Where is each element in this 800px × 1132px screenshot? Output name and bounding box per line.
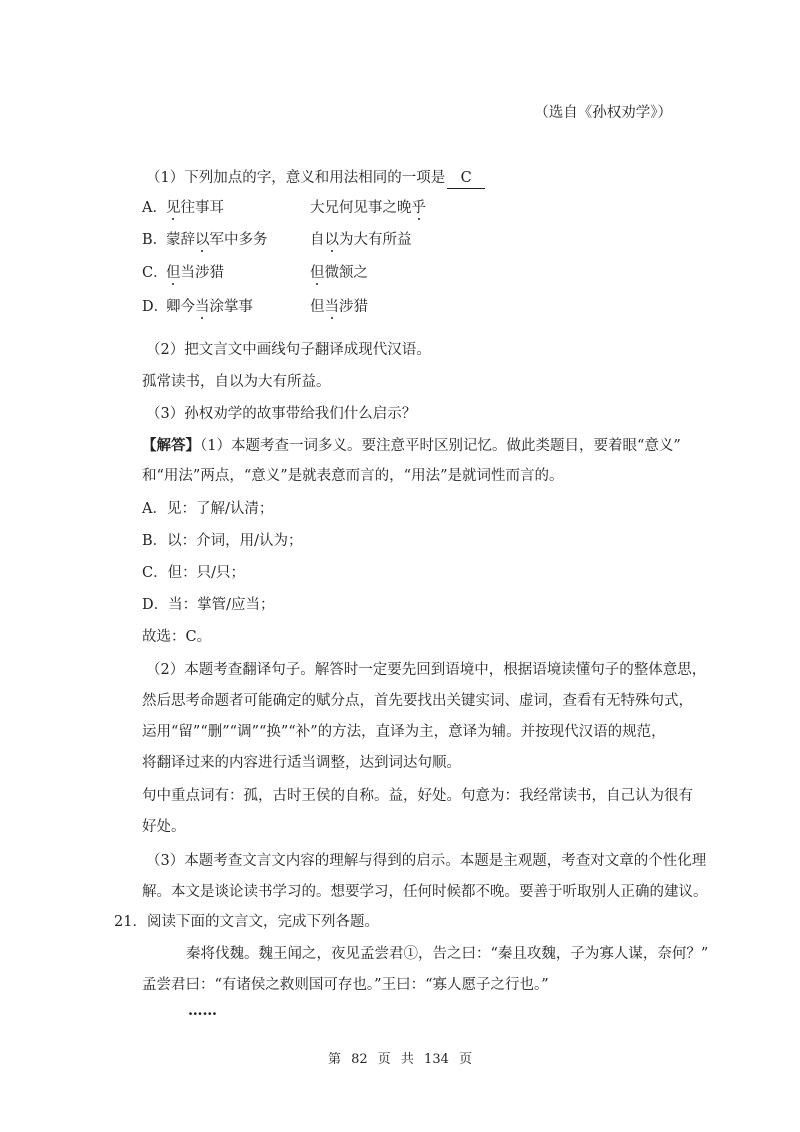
text-part: 涉猎 bbox=[339, 299, 368, 315]
analysis-p2-line-1: （2）本题考查翻译句子。解答时一定要先回到语境中，根据语境读懂句子的整体意思， bbox=[146, 662, 707, 678]
analysis-line-1 bbox=[142, 436, 681, 456]
question-1 bbox=[146, 168, 485, 189]
text-part: 但 bbox=[310, 299, 325, 315]
dotted-char: 当 bbox=[324, 299, 339, 315]
dotted-char: 当 bbox=[195, 299, 210, 315]
text-part: 蒙辞 bbox=[166, 232, 195, 248]
option-letter: A． bbox=[142, 200, 167, 216]
option-left-text bbox=[166, 297, 253, 317]
analysis-c: C．但：只/只； bbox=[142, 565, 245, 581]
source-citation: （选自《孙权劝学》） bbox=[534, 105, 672, 121]
passage-line-1: 秦将伐魏。魏王闻之，夜见孟尝君①，告之曰：“秦且攻魏，子为寡人谋，奈何？” bbox=[186, 946, 709, 962]
text-part: 涂掌事 bbox=[209, 299, 253, 315]
dotted-char: 以 bbox=[195, 232, 210, 248]
analysis-p2-line-2: 然后思考命题者可能确定的赋分点，首先要找出关键实词、虚词，查看有无特殊句式， bbox=[142, 693, 693, 709]
question-3: （3）孙权劝学的故事带给我们什么启示？ bbox=[146, 406, 417, 422]
option-left-text bbox=[166, 263, 224, 283]
dotted-char: 乎 bbox=[411, 200, 426, 216]
text-part: 当涉猎 bbox=[180, 265, 224, 281]
passage-ellipsis: …… bbox=[188, 1002, 217, 1019]
text-part: 卿今 bbox=[166, 299, 195, 315]
analysis-p3-line-2: 解。本文是谈论读书学习的。想要学习，任何时候都不晚。要善于听取别人正确的建议。 bbox=[142, 884, 708, 900]
text-part: 军中多务 bbox=[209, 232, 268, 248]
answer-blank: C bbox=[447, 168, 485, 189]
option-letter: C． bbox=[142, 265, 168, 281]
question-2: （2）把文言文中画线句子翻译成现代汉语。 bbox=[146, 342, 431, 358]
dotted-char: 但 bbox=[310, 265, 325, 281]
passage-line-2: 孟尝君曰：“有诸侯之救则国可存也。”王曰：“寡人愿子之行也。” bbox=[142, 977, 549, 993]
analysis-d: D．当：掌管/应当； bbox=[142, 597, 275, 613]
text-part: 自 bbox=[310, 232, 325, 248]
option-right-text bbox=[310, 230, 412, 250]
analysis-line-2: 和“用法”两点，“意义”是就表意而言的，“用法”是就词性而言的。 bbox=[142, 468, 564, 484]
question-1-prompt: （1）下列加点的字，意义和用法相同的一项是 bbox=[146, 170, 446, 186]
question-2-sentence: 孤常读书，自以为大有所益。 bbox=[142, 374, 331, 390]
option-right-text bbox=[310, 297, 368, 317]
analysis-label: 【解答】 bbox=[142, 437, 200, 454]
analysis-p2-line-3: 运用“留”“删”“调”“换”“补”的方法，直译为主，意译为辅。并按现代汉语的规范， bbox=[142, 724, 666, 740]
analysis-choice: 故选：C。 bbox=[142, 629, 212, 645]
analysis-text: （1）本题考查一词多义。要注意平时区别记忆。做此类题目，要着眼“意义” bbox=[200, 438, 681, 454]
question-21-title: 21．阅读下面的文言文，完成下列各题。 bbox=[114, 914, 379, 930]
option-left-text bbox=[166, 230, 268, 250]
dotted-char: 但 bbox=[166, 265, 181, 281]
page-footer: 第 82 页 共 134 页 bbox=[327, 1052, 473, 1067]
option-letter: D． bbox=[142, 299, 169, 315]
text-part: 微颔之 bbox=[324, 265, 368, 281]
analysis-p3-line-1: （3）本题考查文言文内容的理解与得到的启示。本题是主观题，考查对文章的个性化理 bbox=[146, 853, 707, 869]
analysis-a: A．见：了解/认清； bbox=[142, 501, 274, 517]
analysis-p2-line-6: 好处。 bbox=[142, 819, 186, 835]
analysis-b: B．以：介词，用/认为； bbox=[142, 533, 303, 549]
text-part: 为大有所益 bbox=[339, 232, 412, 248]
analysis-p2-line-4: 将翻译过来的内容进行适当调整，达到词达句顺。 bbox=[142, 755, 461, 771]
text-part: 往事耳 bbox=[180, 200, 224, 216]
dotted-char: 以 bbox=[324, 232, 339, 248]
text-part: 大兄何见事之晚 bbox=[310, 200, 412, 216]
option-right-text bbox=[310, 198, 426, 218]
analysis-p2-line-5: 句中重点词有：孤，古时王侯的自称。益，好处。句意为：我经常读书，自己认为很有 bbox=[142, 788, 693, 804]
dotted-char: 见 bbox=[166, 200, 181, 216]
option-letter: B． bbox=[142, 232, 168, 248]
option-right-text bbox=[310, 263, 368, 283]
option-left-text bbox=[166, 198, 224, 218]
